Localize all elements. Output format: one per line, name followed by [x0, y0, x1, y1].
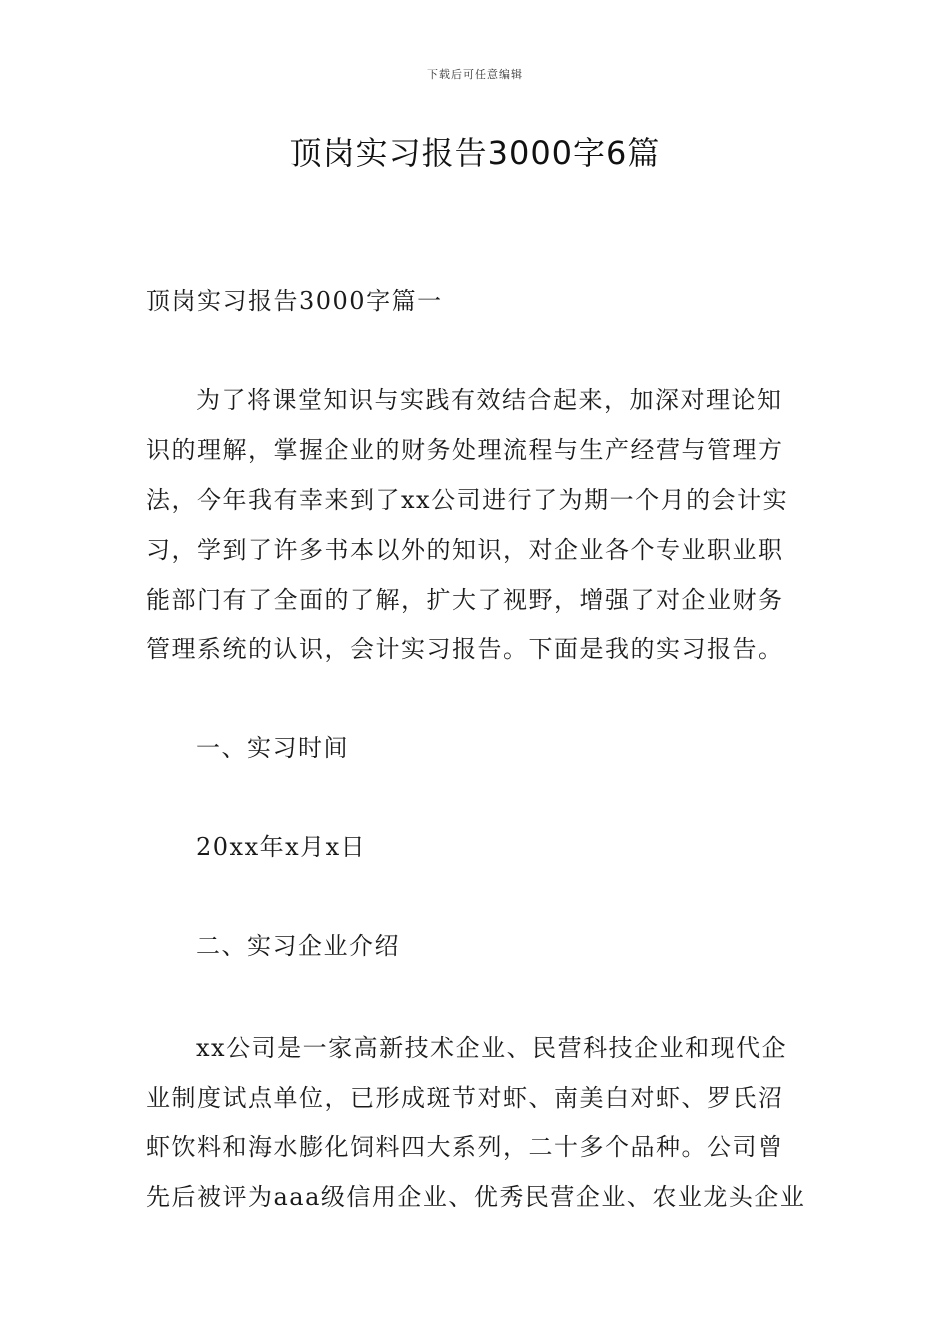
- section-heading: 顶岗实习报告3000字篇一: [146, 287, 443, 315]
- paragraph-1-line: 能部门有了全面的了解，扩大了视野，增强了对企业财务: [146, 586, 784, 614]
- header-note: 下载后可任意编辑: [427, 68, 523, 81]
- item-2-heading: 二、实习企业介绍: [196, 932, 400, 960]
- paragraph-1-line: 管理系统的认识，会计实习报告。下面是我的实习报告。: [146, 635, 784, 663]
- item-1-content: 20xx年x月x日: [196, 833, 367, 861]
- paragraph-1-line: 法，今年我有幸来到了xx公司进行了为期一个月的会计实: [146, 486, 789, 514]
- paragraph-1-line: 识的理解，掌握企业的财务处理流程与生产经营与管理方: [146, 436, 784, 464]
- item-1-heading: 一、实习时间: [196, 734, 349, 762]
- paragraph-2-line: xx公司是一家高新技术企业、民营科技企业和现代企: [196, 1034, 788, 1062]
- document-title: 顶岗实习报告3000字6篇: [289, 134, 661, 172]
- paragraph-2-line: 先后被评为aaa级信用企业、优秀民营企业、农业龙头企业: [146, 1183, 806, 1211]
- paragraph-1-line: 为了将课堂知识与实践有效结合起来，加深对理论知: [196, 386, 783, 414]
- paragraph-1-line: 习，学到了许多书本以外的知识，对企业各个专业职业职: [146, 536, 784, 564]
- paragraph-2-line: 业制度试点单位，已形成斑节对虾、南美白对虾、罗氏沼: [146, 1084, 784, 1112]
- paragraph-2-line: 虾饮料和海水膨化饲料四大系列，二十多个品种。公司曾: [146, 1133, 784, 1161]
